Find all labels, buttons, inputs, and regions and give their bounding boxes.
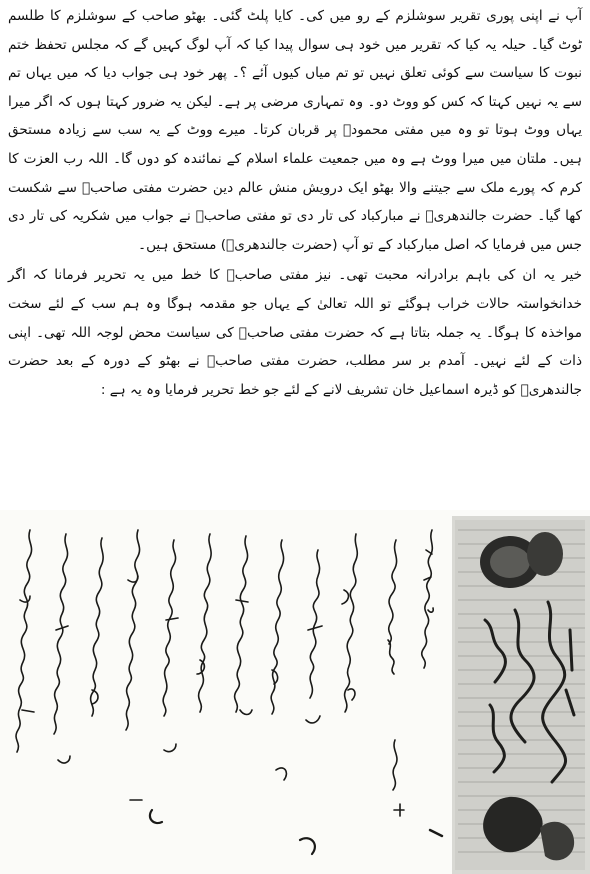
letter-image bbox=[0, 510, 590, 874]
paragraph-2: خیر یہ ان کی باہم برادرانہ محبت تھی۔ نیز مفتی صاحبؒ کا خط میں یہ تحریر فرمانا کہ اگر خدانخواستہ حالات خراب ہوگئے تو اللہ تعالیٰ کے یہاں جو مقدمہ ہوگا وہ ہم سب کے لئے سخت مواخذہ کا ہوگا۔ یہ جملہ بتاتا ہے کہ حضرت مفتی صاحبؒ کی سیاست محض لوجہ اللہ تھی۔ اپنی ذات کے لئے نہیں۔ آمدم بر سر مطلب، حضرت مفتی صاحبؒ نے بھٹو کے دورہ کے بعد حضرت جالندھریؒ کو ڈیرہ اسماعیل خان تشریف لانے کے لئے جو خط تحریر فرمایا وہ یہ ہے : bbox=[8, 267, 582, 398]
urdu-text-body bbox=[8, 2, 582, 404]
letterhead-strip bbox=[452, 516, 590, 874]
paragraph-1: آپ نے اپنی پوری تقریر سوشلزم کے رو میں کی۔ کایا پلٹ گئی۔ بھٹو صاحب کے سوشلزم کا طلسم ٹوٹ گیا۔ حیلہ یہ کیا کہ تقریر میں خود ہی سوال پیدا کیا کہ آپ لوگ کہیں گے کہ مجلس تحفظ ختم نبوت کا سیاست سے کوئی تعلق نہیں تو تم میاں کیوں آئے ؟۔ پھر خود ہی جواب دیا کہ میں یہاں تم سے یہ نہیں کہتا کہ کس کو ووٹ دو۔ وہ تمہاری مرضی پر ہے۔ لیکن یہ ضرور کہتا ہوں کہ اگر میرا یہاں ووٹ ہوتا تو وہ میں مفتی محمودؒ پر قربان کرتا۔ میرے ووٹ کے یہ سب سے زیادہ مستحق ہیں۔ ملتان میں میرا ووٹ ہے وہ میں جمعیت علماء اسلام کے نمائندہ کو دوں گا۔ اللہ رب العزت کا کرم کہ پورے ملک سے جیتنے والا بھٹو ایک درویش منش عالم دین حضرت مفتی صاحبؒ سے شکست کھا گیا۔ حضرت جالندھریؒ نے مبارکباد کی تار دی تو مفتی صاحبؒ نے جواب میں شکریہ کی تار دی جس میں فرمایا کہ اصل مبارکباد کے تو آپ (حضرت جالندھریؒ) مستحق ہیں۔ bbox=[8, 8, 582, 253]
handwritten-letter-scan bbox=[0, 510, 590, 874]
